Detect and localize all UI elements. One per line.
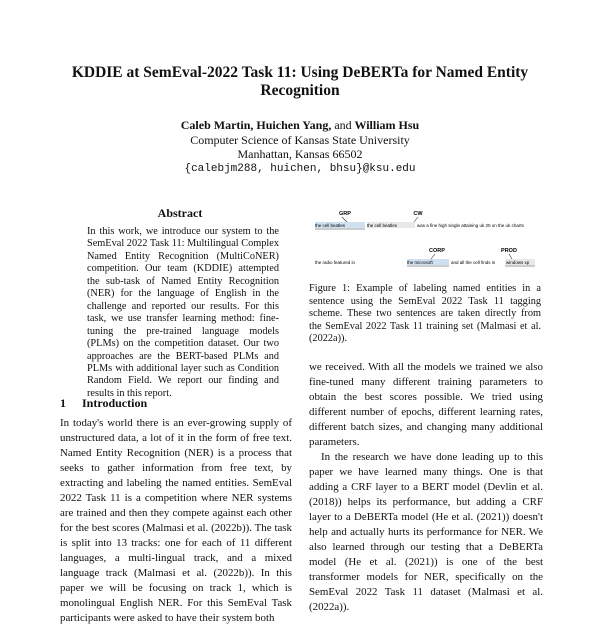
tag-label-corp: CORP [429,248,445,254]
author-and: and [334,118,352,132]
abstract-text: In this work, we introduce our system to the SemEval 2022 Task 11: Multilingual Complex Named Entity Recognition (MultiCoNER) competition. Our team (KDDIE) attempted the sub-task of Named Entity Recognition (NER) for the language of English in the challenge and reported our results. For this task, we use transfer learning method: fine-tuning the pre-trained language models (PLMs) on the competition dataset. Our two approaches are the BERT-based PLMs and PLMs with additional layer such as Condition Random Field. We report our finding and results in this report. [87,226,279,399]
tag-label-grp: GRP [339,211,351,217]
sentence-1-segment: the cell beatles [367,223,398,228]
abstract-heading: Abstract [157,206,203,220]
author-names [100,118,500,133]
author-block [100,118,500,176]
author-affiliation: Computer Science of Kansas State University [190,132,410,147]
section-heading [60,396,300,411]
tag-label-prod: PROD [501,248,517,254]
sentence-1-segment: the cell beatles [315,223,346,228]
sentence-2-segment: windows xp [506,260,530,265]
sentence-2-segment: the radio featured in [315,260,356,265]
tag-label-cw: CW [413,211,423,217]
tag-connector [414,217,418,222]
right-column-text [309,360,543,615]
figure-1 [309,200,543,280]
author-location: Manhattan, Kansas 66502 [237,147,363,161]
sentence-2-segment: the microsoft [407,260,433,265]
sentence-1-segment: was a fine high single attaining uk 20 on the uk charts [417,223,524,228]
section-number: 1 [60,396,66,410]
author-names-first: Caleb Martin, Huichen Yang, [180,118,332,132]
introduction-text [60,416,292,626]
section-title: Introduction [82,396,148,410]
tag-connector [342,217,347,222]
tag-connector [509,254,512,259]
tag-connector [431,254,435,259]
paragraph: we received. With all the models we trained we also fine-tuned many different training parameters to obtain the best scores possible. We tried using different number of epochs, different learning rates, different batch sizes, and changing many additional parameters. [309,361,543,448]
author-emails: {calebjm288, huichen, bhsu}@ksu.edu [184,162,416,175]
sentence-2-segment: and all the cell finds in [451,260,496,265]
introduction-paragraph: In today's world there is an ever-growing supply of unstructured data, a lot of it in the form of free text. Named Entity Recognition (NER) is a process that seeks to gather information from free text, by extracting and labeling the named entities. SemEval 2022 Task 11 is a competition where NER systems are trained and then they compete against each other for the best scores (Malmasi et al. (2022b)). The task is split into 13 tracks: one for each of 11 different languages, a multi-lingual track, and a mixed language track (Malmasi et al. (2022b)). In this paper we will be focusing on track 1, which is monolingual English NER. For this SemEval Task participants were asked to have their system both [60,417,292,624]
ner-example-diagram [309,200,543,280]
paper-title: KDDIE at SemEval-2022 Task 11: Using DeBERTa for Named Entity Recognition [71,64,529,99]
paragraph: In the research we have done leading up to this paper we have learned many things. One is that adding a CRF layer to a BERT model (Devlin et al. (2018)) helps its performance, but adding a CRF layer to a DeBERTa model (He et al. (2021)) doesn't help and actually hurts its performance for NER. We also learned through our testing that a DeBERTa model (He et al. (2021)) is one of the best transformer models for NER, specifically on the SemEval 2022 Task 11 dataset (Malmasi et al. (2022a)). [309,451,543,613]
author-names-last: William Hsu [354,118,420,132]
figure-caption: Figure 1: Example of labeling named entities in a sentence using the SemEval 2022 Task 11 tagging scheme. These two sentences are taken directly from the SemEval 2022 Task 11 training set (Malmasi et al. (2022a)). [309,283,541,345]
